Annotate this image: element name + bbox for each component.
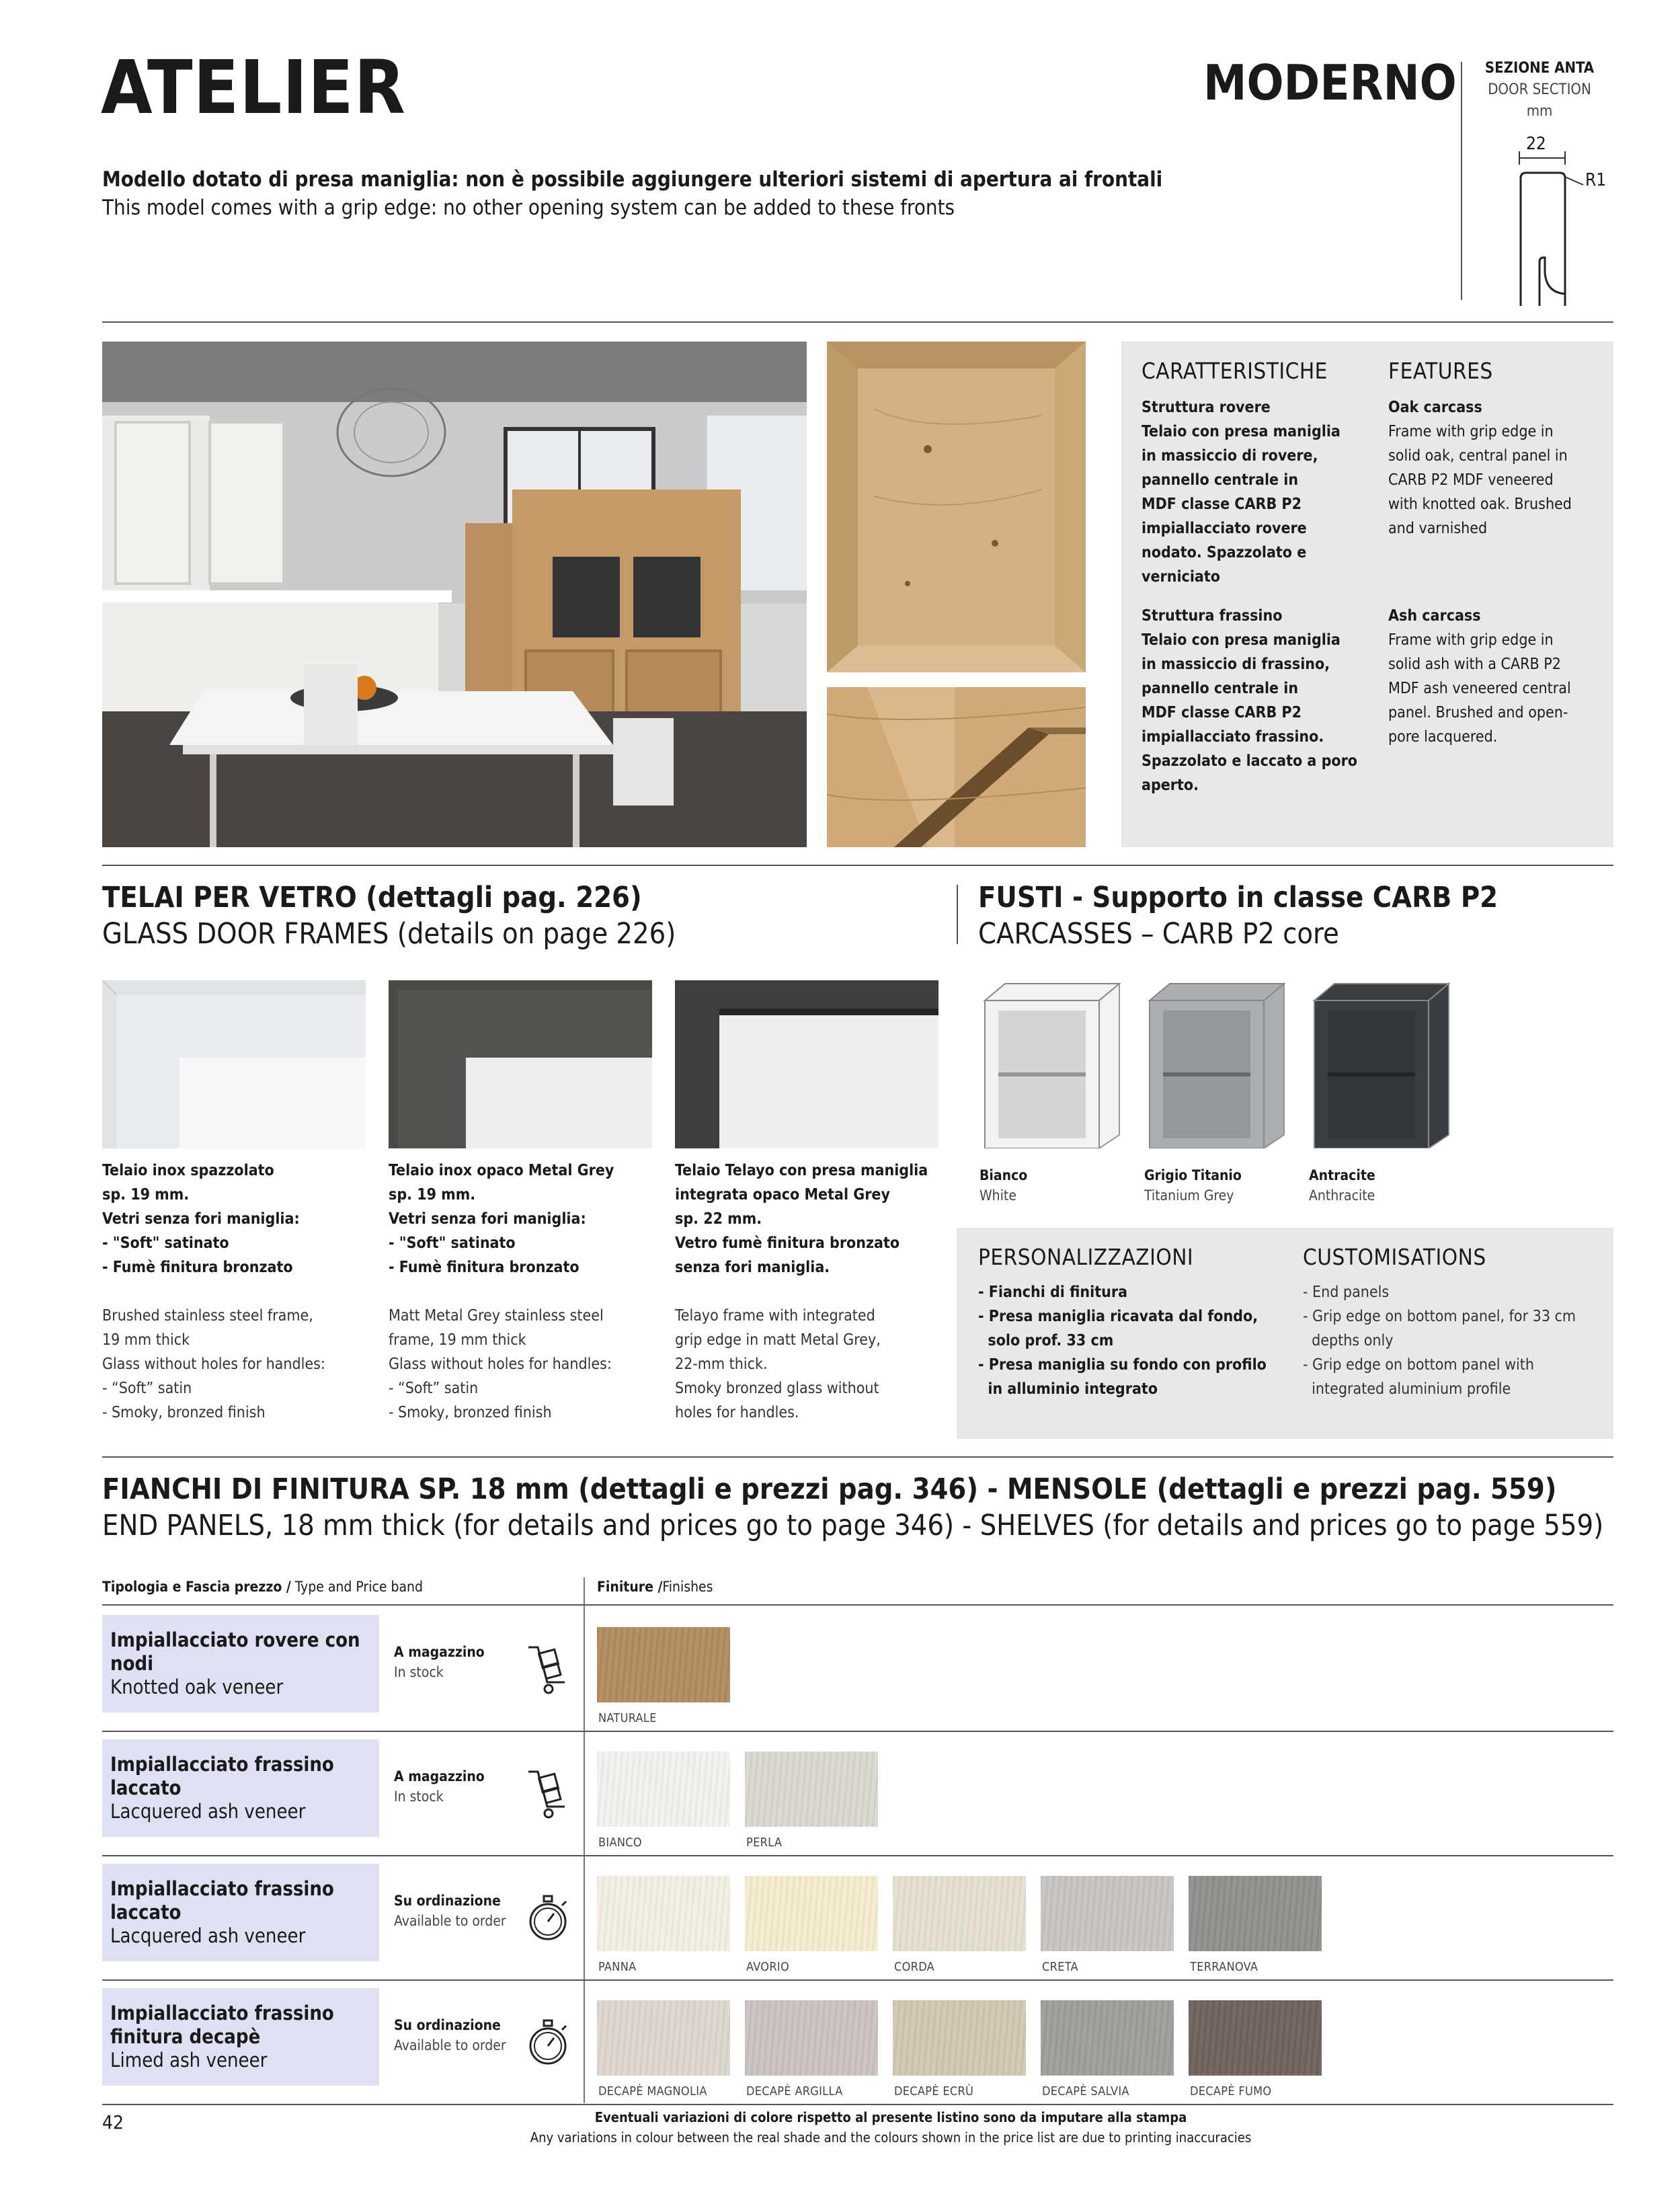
glass-frame-text-2 <box>389 1158 664 1425</box>
oak-line-it: verniciato <box>1142 568 1220 586</box>
row-type-it: Impiallacciato rovere con nodi <box>110 1628 360 1675</box>
carcass-cabinet-icon <box>1143 980 1291 1148</box>
glass-line-en: 22-mm thick. <box>675 1355 768 1373</box>
carcass-name-en: Anthracite <box>1309 1187 1375 1204</box>
finish-grain <box>1189 2000 1322 2076</box>
glass-heading-it: TELAI PER VETRO (dettagli pag. 226) <box>102 881 642 914</box>
trolley-icon <box>524 1642 571 1696</box>
oak-text-it <box>1142 420 1377 589</box>
row-type-label <box>102 1988 379 2086</box>
features-heading-it: CARATTERISTICHE <box>1142 358 1328 384</box>
finish-grain <box>745 1876 878 1951</box>
ash-line-it: Spazzolato e laccato a poro <box>1142 752 1358 770</box>
oak-line-it: MDF classe CARB P2 <box>1142 496 1302 513</box>
ash-line-en: MDF ash veneered central <box>1388 680 1571 697</box>
ash-line-it: aperto. <box>1142 777 1199 794</box>
finish-name: PERLA <box>746 1836 783 1850</box>
row-type-it2: finitura decapè <box>110 2025 261 2048</box>
door-section-diagram <box>1506 131 1627 306</box>
finish-name: DECAPÈ FUMO <box>1190 2084 1272 2098</box>
finish-grain <box>745 1752 878 1827</box>
glass-line-it: - Fumè finitura bronzato <box>102 1259 293 1276</box>
glass-heading <box>102 879 676 952</box>
finish-swatch <box>1041 2000 1174 2076</box>
row-type-text <box>110 1615 379 1713</box>
glass-line-en: grip edge in matt Metal Grey, <box>675 1331 881 1349</box>
page-number: 42 <box>102 2111 124 2133</box>
oak-line-it: impiallacciato rovere <box>1142 520 1307 537</box>
row-rule <box>102 1979 1613 1981</box>
oak-title-it: Struttura rovere <box>1142 399 1271 416</box>
oak-line-en: CARB P2 MDF veneered <box>1388 471 1554 489</box>
row-type-text <box>110 1864 379 1961</box>
ash-title-en: Ash carcass <box>1388 607 1481 625</box>
glass-line-en: 19 mm thick <box>102 1331 190 1349</box>
row-type-text <box>110 1739 379 1837</box>
grip-note <box>102 165 1162 222</box>
row-type-it: Impiallacciato frassino <box>110 2002 334 2024</box>
section-label-it: SEZIONE ANTA <box>1484 60 1595 77</box>
glass-line-en: - “Soft” satin <box>102 1380 192 1397</box>
finish-grain <box>1189 1876 1322 1951</box>
ash-features-it <box>1142 604 1377 797</box>
oak-line-it: in massiccio di rovere, <box>1142 447 1318 465</box>
kitchen-illustration-icon <box>102 342 807 847</box>
footer-note-en: Any variations in colour between the real shade and the colours shown in the price list are due to printing inaccuracies <box>530 2129 1252 2146</box>
ash-title-it: Struttura frassino <box>1142 607 1283 625</box>
glass-spacer <box>102 1280 378 1304</box>
availability-en: In stock <box>394 1664 444 1680</box>
glass-frame-swatch-1 <box>102 980 366 1148</box>
carcass-cabinet-icon <box>978 980 1126 1148</box>
availability-it: Su ordinazione <box>394 1893 501 1909</box>
oak-text-en <box>1388 420 1610 541</box>
metal-grey-frame-icon <box>389 980 652 1148</box>
glass-line-en: - Smoky, bronzed finish <box>102 1404 266 1421</box>
glass-line-en: holes for handles. <box>675 1404 799 1421</box>
custom-heading-en: CUSTOMISATIONS <box>1303 1244 1486 1270</box>
grip-note-en: This model comes with a grip edge: no other opening system can be added to these fronts <box>102 196 955 220</box>
availability-en: In stock <box>394 1788 444 1805</box>
oak-features-it <box>1142 395 1377 589</box>
glass-frame-text-3 <box>675 1158 951 1425</box>
page-title: ATELIER <box>101 44 406 130</box>
finish-name: DECAPÈ ECRÙ <box>894 2084 974 2098</box>
finish-name: PANNA <box>598 1960 637 1974</box>
table-col-divider <box>584 1577 585 2103</box>
row-availability <box>394 2015 506 2055</box>
carcass-item <box>1143 980 1291 1204</box>
glass-line-en: Glass without holes for handles: <box>102 1355 325 1373</box>
ash-line-it: Telaio con presa maniglia <box>1142 631 1341 649</box>
row-type-label <box>102 1615 379 1713</box>
oak-title-en: Oak carcass <box>1388 399 1482 416</box>
glass-line-en: - “Soft” satin <box>389 1380 479 1397</box>
ash-line-it: MDF classe CARB P2 <box>1142 704 1302 721</box>
oak-features-en <box>1388 395 1610 541</box>
carcass-name-en: White <box>979 1187 1016 1204</box>
finish-swatch <box>745 2000 878 2076</box>
oak-line-it: nodato. Spazzolato e <box>1142 544 1307 561</box>
finish-swatch <box>1041 1876 1174 1951</box>
header-rule <box>102 321 1613 323</box>
availability-it: A magazzino <box>394 1644 485 1660</box>
grip-detail-illustration-icon <box>827 687 1086 847</box>
glass-line-it: senza fori maniglia. <box>675 1259 830 1276</box>
col-type-it: Tipologia e Fascia prezzo / <box>102 1579 291 1595</box>
finish-swatch <box>745 1876 878 1951</box>
finish-swatch <box>1189 2000 1322 2076</box>
carcass-cabinet-icon <box>1308 980 1455 1148</box>
oak-line-en: and varnished <box>1388 520 1488 537</box>
grip-detail-photo <box>827 687 1086 847</box>
glass-line-it: Telaio inox spazzolato <box>102 1162 274 1179</box>
finish-swatch <box>893 1876 1026 1951</box>
ash-features-en <box>1388 604 1610 749</box>
glass-line-it: Vetro fumè finitura bronzato <box>675 1234 900 1252</box>
col-type-en: Type and Price band <box>290 1579 424 1595</box>
glass-line-en: Telayo frame with integrated <box>675 1307 875 1325</box>
brushed-frame-icon <box>102 980 366 1148</box>
glass-line-it: Telaio Telayo con presa maniglia <box>675 1162 928 1179</box>
finish-grain <box>893 2000 1026 2076</box>
carcass-name-en: Titanium Grey <box>1144 1187 1234 1204</box>
carcass-item <box>978 980 1126 1204</box>
glass-frame-swatch-2 <box>389 980 652 1148</box>
col-type-header <box>102 1579 423 1595</box>
ash-line-it: pannello centrale in <box>1142 680 1299 697</box>
finish-grain <box>893 1876 1026 1951</box>
oak-line-en: with knotted oak. Brushed <box>1388 496 1572 513</box>
stopwatch-icon <box>524 2015 571 2069</box>
row-availability <box>394 1891 506 1931</box>
availability-en: Available to order <box>394 2037 506 2053</box>
row-type-en: Lacquered ash veneer <box>110 1800 306 1823</box>
glass-spacer <box>389 1280 664 1304</box>
ash-text-en <box>1388 628 1610 749</box>
custom-list-it: - Fianchi di finitura - Presa maniglia ricavata dal fondo, solo prof. 33 cm - Presa maniglia su fondo con profilo in alluminio integrato <box>978 1284 1267 1398</box>
panels-heading-it: FIANCHI DI FINITURA SP. 18 mm (dettagli e prezzi pag. 346) - MENSOLE (dettagli e prezzi pag. 559) <box>102 1472 1557 1506</box>
section-label-en: DOOR SECTION <box>1488 81 1591 98</box>
finish-swatch <box>597 2000 730 2076</box>
ash-line-en: pore lacquered. <box>1388 728 1498 746</box>
glass-line-en: Glass without holes for handles: <box>389 1355 612 1373</box>
header-divider <box>1461 62 1462 300</box>
glass-line-en: Brushed stainless steel frame, <box>102 1307 313 1325</box>
carcass-name-it: Antracite <box>1309 1167 1375 1183</box>
style-label: MODERNO <box>1203 54 1457 111</box>
trolley-icon <box>524 1766 571 1820</box>
features-heading-en: FEATURES <box>1388 358 1493 384</box>
availability-en: Available to order <box>394 1913 506 1929</box>
row-type-label <box>102 1864 379 1961</box>
oak-line-it: pannello centrale in <box>1142 471 1299 489</box>
ash-line-en: solid ash with a CARB P2 <box>1388 656 1561 673</box>
row-type-it: Impiallacciato frassino laccato <box>110 1753 334 1799</box>
finish-grain <box>597 1627 730 1702</box>
glass-frame-swatch-3 <box>675 980 938 1148</box>
oak-line-en: solid oak, central panel in <box>1388 447 1568 465</box>
carcass-name-it: Grigio Titanio <box>1144 1167 1242 1183</box>
ash-line-it: impiallacciato frassino. <box>1142 728 1324 746</box>
door-profile-icon <box>1506 131 1627 306</box>
glass-carcass-divider <box>957 885 958 944</box>
panels-heading <box>102 1471 1603 1544</box>
finish-name: AVORIO <box>746 1960 789 1974</box>
table-header-rule <box>102 1604 1613 1606</box>
row-type-label <box>102 1739 379 1837</box>
grip-note-it: Modello dotato di presa maniglia: non è possibile aggiungere ulteriori sistemi di apertura ai frontali <box>102 167 1163 192</box>
row-type-en: Lacquered ash veneer <box>110 1924 306 1947</box>
carcass-item <box>1308 980 1455 1204</box>
ash-line-en: Frame with grip edge in <box>1388 631 1554 649</box>
footer-note <box>471 2107 1311 2148</box>
finish-grain <box>745 2000 878 2076</box>
oak-line-en: Frame with grip edge in <box>1388 423 1554 440</box>
carcass-heading <box>978 879 1498 952</box>
glass-frame-text-1 <box>102 1158 378 1425</box>
finish-swatch <box>1189 1876 1322 1951</box>
custom-heading-it: PERSONALIZZAZIONI <box>978 1244 1194 1270</box>
glass-line-it: Vetri senza fori maniglia: <box>102 1210 300 1228</box>
finish-swatch <box>597 1876 730 1951</box>
row-type-it: Impiallacciato frassino laccato <box>110 1877 334 1924</box>
finish-swatch <box>893 2000 1026 2076</box>
finish-name: NATURALE <box>598 1711 657 1725</box>
ash-text-it <box>1142 628 1377 797</box>
finish-grain <box>597 1752 730 1827</box>
glass-line-it: integrata opaco Metal Grey <box>675 1186 890 1204</box>
carcass-name-it: Bianco <box>979 1167 1028 1183</box>
ash-line-it: in massiccio di frassino, <box>1142 656 1330 673</box>
finish-grain <box>597 1876 730 1951</box>
finish-swatch <box>745 1752 878 1827</box>
row-availability <box>394 1766 485 1807</box>
finish-swatch <box>597 1627 730 1702</box>
glass-line-it: sp. 19 mm. <box>389 1186 476 1204</box>
finish-name: DECAPÈ ARGILLA <box>746 2084 843 2098</box>
dim-width-label: 22 <box>1526 134 1546 154</box>
glass-spacer <box>675 1280 951 1304</box>
dim-radius-label: R1 <box>1585 170 1607 190</box>
glass-line-it: sp. 19 mm. <box>102 1186 190 1204</box>
row-type-text <box>110 1988 334 2086</box>
finish-swatch <box>597 1752 730 1827</box>
panels-heading-en: END PANELS, 18 mm thick (for details and prices go to page 346) - SHELVES (for details and prices go to page 559) <box>102 1509 1604 1542</box>
col-finish-header <box>597 1579 713 1595</box>
footer-note-it: Eventuali variazioni di colore rispetto al presente listino sono da imputare alla stampa <box>594 2109 1187 2125</box>
availability-it: A magazzino <box>394 1768 485 1784</box>
glass-line-en: - Smoky, bronzed finish <box>389 1404 552 1421</box>
kitchen-photo <box>102 342 807 847</box>
glass-heading-en: GLASS DOOR FRAMES (details on page 226) <box>102 917 676 951</box>
section-rule-1 <box>102 865 1613 866</box>
row-rule <box>102 1855 1613 1856</box>
glass-line-en: frame, 19 mm thick <box>389 1331 526 1349</box>
glass-line-it: sp. 22 mm. <box>675 1210 762 1228</box>
glass-line-it: - "Soft" satinato <box>389 1234 516 1252</box>
oak-line-it: Telaio con presa maniglia <box>1142 423 1341 440</box>
glass-line-en: Smoky bronzed glass without <box>675 1380 879 1397</box>
glass-line-en: Matt Metal Grey stainless steel <box>389 1307 604 1325</box>
row-type-en: Knotted oak veneer <box>110 1676 284 1698</box>
glass-line-it: Telaio inox opaco Metal Grey <box>389 1162 614 1179</box>
finish-name: CORDA <box>894 1960 935 1974</box>
oak-door-illustration-icon <box>827 342 1086 672</box>
glass-line-it: Vetri senza fori maniglia: <box>389 1210 586 1228</box>
availability-it: Su ordinazione <box>394 2017 501 2033</box>
finish-grain <box>1041 2000 1174 2076</box>
row-availability <box>394 1642 485 1682</box>
finish-name: BIANCO <box>598 1836 642 1850</box>
row-type-en: Limed ash veneer <box>110 2049 268 2072</box>
finish-grain <box>597 2000 730 2076</box>
carcass-heading-it: FUSTI - Supporto in classe CARB P2 <box>978 881 1498 914</box>
finish-name: DECAPÈ SALVIA <box>1042 2084 1129 2098</box>
finish-name: TERRANOVA <box>1190 1960 1258 1974</box>
finish-name: CRETA <box>1042 1960 1078 1974</box>
telayo-frame-icon <box>675 980 938 1148</box>
row-rule <box>102 2104 1613 2105</box>
custom-list-en: - End panels - Grip edge on bottom panel, for 33 cm depths only - Grip edge on bottom panel with integrated aluminium profile <box>1303 1284 1576 1398</box>
finish-grain <box>1041 1876 1174 1951</box>
ash-line-en: panel. Brushed and open- <box>1388 704 1568 721</box>
carcass-heading-en: CARCASSES – CARB P2 core <box>978 917 1339 951</box>
section-unit: mm <box>1526 103 1553 120</box>
col-fin-it: Finiture / <box>597 1579 663 1595</box>
finish-name: DECAPÈ MAGNOLIA <box>598 2084 707 2098</box>
glass-line-it: - "Soft" satinato <box>102 1234 229 1252</box>
glass-line-it: - Fumè finitura bronzato <box>389 1259 579 1276</box>
col-fin-en: Finishes <box>662 1579 713 1595</box>
door-front-photo <box>827 342 1086 672</box>
door-section-label <box>1472 58 1607 122</box>
row-rule <box>102 1731 1613 1732</box>
section-rule-2 <box>102 1456 1613 1458</box>
stopwatch-icon <box>524 1891 571 1944</box>
